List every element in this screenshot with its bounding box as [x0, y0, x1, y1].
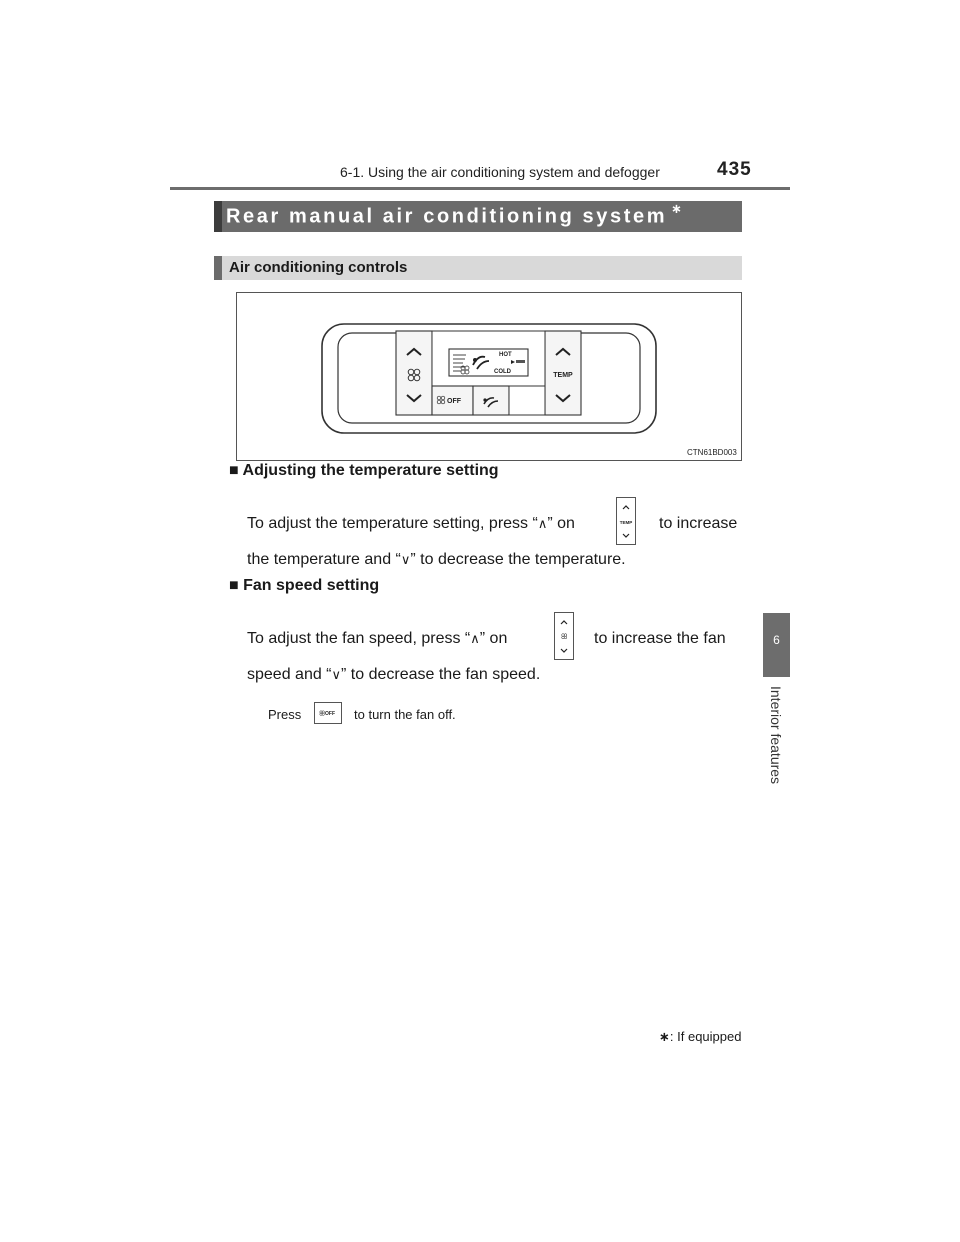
section-title-text: Rear manual air conditioning system — [226, 205, 668, 228]
temp-rocker-icon — [616, 497, 636, 545]
fan-line1-b: ” on — [479, 630, 508, 647]
bullet-square: ■ — [229, 462, 239, 479]
fan-icon — [562, 634, 567, 639]
down-glyph: ∨ — [331, 667, 342, 682]
chapter-label: Interior features — [768, 686, 784, 785]
display-cold: COLD — [494, 369, 511, 375]
heading-temperature-text: Adjusting the temperature setting — [242, 462, 499, 479]
temp-line2-b: ” to decrease the temperature. — [410, 551, 626, 568]
title-asterisk: ∗ — [671, 201, 682, 216]
up-glyph: ∧ — [470, 631, 480, 646]
fan-line2-b: ” to decrease the fan speed. — [341, 666, 541, 683]
footnote-text: : If equipped — [669, 1029, 742, 1044]
chapter-number: 6 — [773, 633, 780, 647]
heading-temperature — [229, 462, 499, 480]
fan-line1-right: to increase the fan — [594, 630, 726, 647]
down-glyph: ∨ — [400, 552, 411, 567]
section-title — [226, 203, 682, 229]
mode-button — [473, 386, 509, 415]
heading-fan — [229, 577, 379, 595]
figure-code: CTN61BD003 — [687, 448, 737, 457]
display-hot: HOT — [499, 352, 512, 358]
temp-line2 — [247, 551, 626, 569]
heading-fan-text: Fan speed setting — [243, 577, 380, 594]
page-number: 435 — [717, 159, 752, 180]
bullet-square: ■ — [229, 577, 239, 594]
header-rule — [170, 187, 790, 190]
temp-label: TEMP — [553, 372, 573, 379]
temp-line1-a: To adjust the temperature setting, press “ — [247, 515, 538, 532]
note-rest: to turn the fan off. — [354, 707, 456, 722]
footnote-asterisk: ∗ — [659, 1029, 670, 1044]
temp-line2-a: the temperature and “ — [247, 551, 401, 568]
temp-line1-b: ” on — [547, 515, 575, 532]
fan-off-icon — [314, 702, 342, 724]
subheading: Air conditioning controls — [229, 259, 408, 276]
footnote — [659, 1029, 741, 1045]
fan-line2-a: speed and “ — [247, 666, 332, 683]
note-press: Press — [268, 707, 302, 722]
fan-off-label: OFF — [447, 398, 461, 405]
fan-rocker-icon — [554, 612, 574, 660]
temp-line1-right: to increase — [659, 515, 738, 532]
temp-icon-label: TEMP — [619, 520, 633, 525]
up-glyph: ∧ — [537, 516, 548, 531]
control-panel-illustration — [237, 293, 741, 460]
fan-line1-left — [247, 630, 507, 648]
fan-line2 — [247, 666, 540, 684]
fan-line1-a: To adjust the fan speed, press “ — [247, 630, 471, 647]
fan-off-icon-label: OFF — [325, 711, 335, 717]
control-panel-figure — [236, 292, 742, 461]
running-header: 6-1. Using the air conditioning system and defogger — [340, 164, 660, 180]
temp-line1-left — [247, 515, 575, 533]
